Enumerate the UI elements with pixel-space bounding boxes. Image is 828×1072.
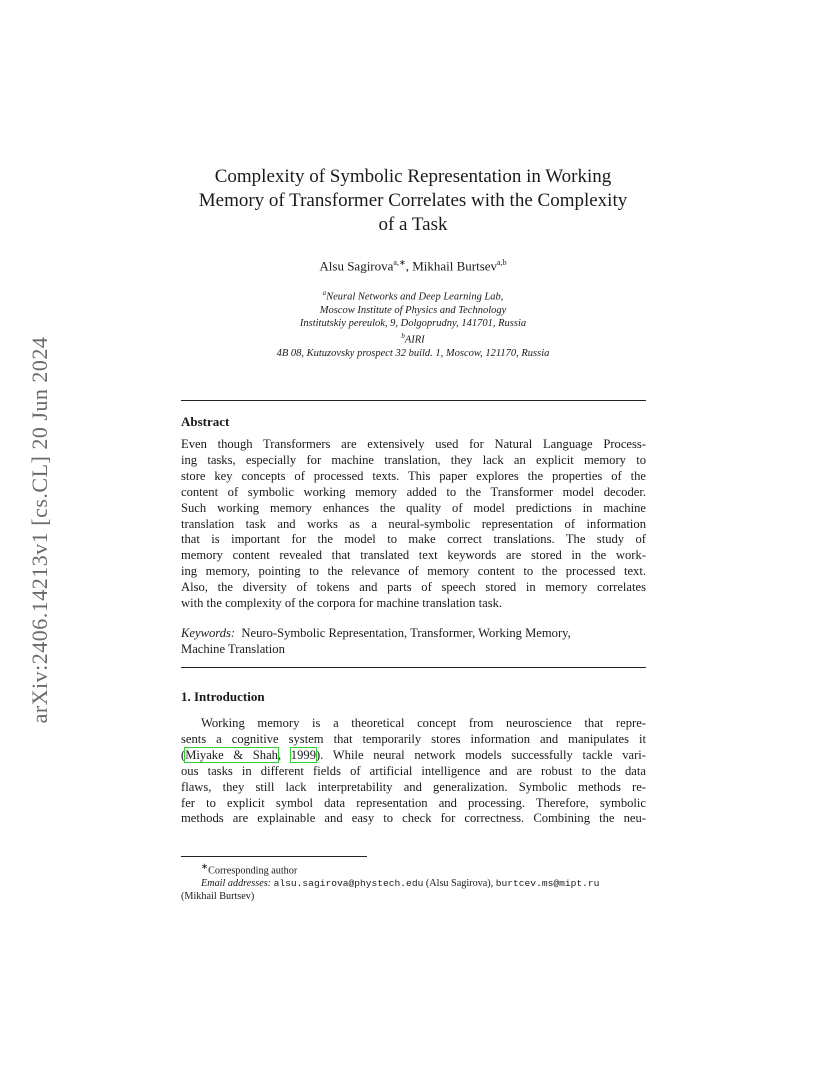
abstract-body: [181, 437, 646, 612]
affiliation-name: AIRI: [404, 334, 425, 346]
author-superscript: a,b: [497, 258, 507, 267]
title-line: of a Task: [378, 214, 448, 235]
citation-link[interactable]: Miyake & Shah: [185, 747, 278, 762]
footnotes: [181, 860, 646, 903]
author-name: Mikhail Burtsev: [412, 258, 498, 274]
intro-line: fer to explicit symbol data representation and processing. Therefore, symbolic: [181, 795, 646, 810]
abstract-line: content of symbolic working memory added to the Transformer model decoder.: [181, 484, 646, 499]
abstract-line: that is important for the model to make correct translations. The study of: [181, 532, 646, 547]
section-heading-introduction: 1. Introduction: [181, 689, 265, 704]
abstract-heading: Abstract: [181, 414, 230, 429]
affiliation-line: 4B 08, Kutuzovsky prospect 32 build. 1, Moscow, 121170, Russia: [276, 348, 550, 360]
affiliation-line: Institutskiy pereulok, 9, Dolgoprudny, 141701, Russia: [299, 318, 527, 330]
intro-line: sents a cognitive system that temporarily stores information and manipulates it: [181, 731, 646, 746]
keywords-label: Keywords:: [181, 626, 236, 640]
introduction-body: [181, 716, 646, 827]
footnote-rule: [181, 856, 367, 857]
abstract-line: Such working memory enhances the quality of model predictions in machine: [181, 500, 646, 515]
title-line: Memory of Transformer Correlates with the Complexity: [198, 190, 628, 211]
abstract-line: store key concepts of processed texts. This paper explores the properties of the: [181, 468, 646, 483]
citation-year-link[interactable]: 1999: [290, 747, 316, 762]
arxiv-identifier: [20, 300, 60, 760]
email-owner: (Alsu Sagirova),: [425, 878, 494, 890]
abstract-top-rule: [181, 400, 646, 401]
affiliation-line: Neural Networks and Deep Learning Lab,: [326, 291, 504, 303]
title-line: Complexity of Symbolic Representation in Working: [214, 166, 612, 187]
abstract-line: ing memory, pointing to the relevance of memory content to the processed text.: [181, 564, 646, 579]
arxiv-identifier-text: arXiv:2406.14213v1 [cs.CL] 20 Jun 2024: [27, 336, 52, 724]
keywords: [181, 626, 646, 658]
author-list: Alsu Sagirova$^{a,∗}$, Mikhail Burtsev$^{a,b}$: [319, 258, 507, 274]
affiliation-line: Moscow Institute of Physics and Technology: [319, 304, 507, 316]
abstract-line: ing tasks, especially for machine translation, they lack an explicit memory to: [181, 452, 646, 467]
email-link[interactable]: alsu.sagirova@phystech.edu: [273, 878, 424, 890]
intro-line: Working memory is a theoretical concept from neuroscience that repre-: [201, 716, 646, 730]
intro-line: methods are explainable and easy to check for correctness. Combining the neu-: [181, 811, 646, 826]
email-link[interactable]: burtcev.ms@mipt.ru: [495, 878, 600, 890]
abstract-line: Also, the diversity of tokens and parts of speech stored in memory correlates: [181, 580, 646, 595]
intro-line: flaws, they still lack interpretability and generalization. Symbolic methods re-: [181, 779, 646, 794]
abstract-bottom-rule: [181, 667, 646, 668]
abstract-line: memory content revealed that translated text keywords are stored in the work-: [181, 548, 646, 563]
abstract-line: with the complexity of the corpora for machine translation task.: [181, 596, 503, 611]
intro-line: ous tasks in different fields of artificial intelligence and are robust to the data: [181, 763, 646, 778]
footnote-marker: ∗: [201, 861, 209, 871]
abstract-line: translation task and works as a neural-symbolic representation of information: [181, 516, 646, 531]
affiliation-marker: b: [401, 332, 405, 341]
keywords-text: Machine Translation: [181, 641, 285, 656]
author-superscript: a,∗: [393, 258, 406, 267]
affiliations: [180, 287, 646, 360]
footnote-corresponding: Corresponding author: [208, 865, 298, 877]
email-owner: (Mikhail Burtsev): [181, 891, 255, 903]
abstract-line: Even though Transformers are extensively used for Natural Language Process-: [181, 437, 646, 451]
affiliation-marker: a: [322, 289, 327, 297]
author-name: Alsu Sagirova: [319, 258, 394, 274]
keywords-text: Neuro-Symbolic Representation, Transformer, Working Memory,: [241, 626, 571, 640]
paper-title: [170, 165, 656, 237]
intro-line: (Miyake & Shah, 1999). While neural network models successfully tackle vari-: [181, 747, 646, 762]
email-label: Email addresses:: [201, 878, 272, 890]
